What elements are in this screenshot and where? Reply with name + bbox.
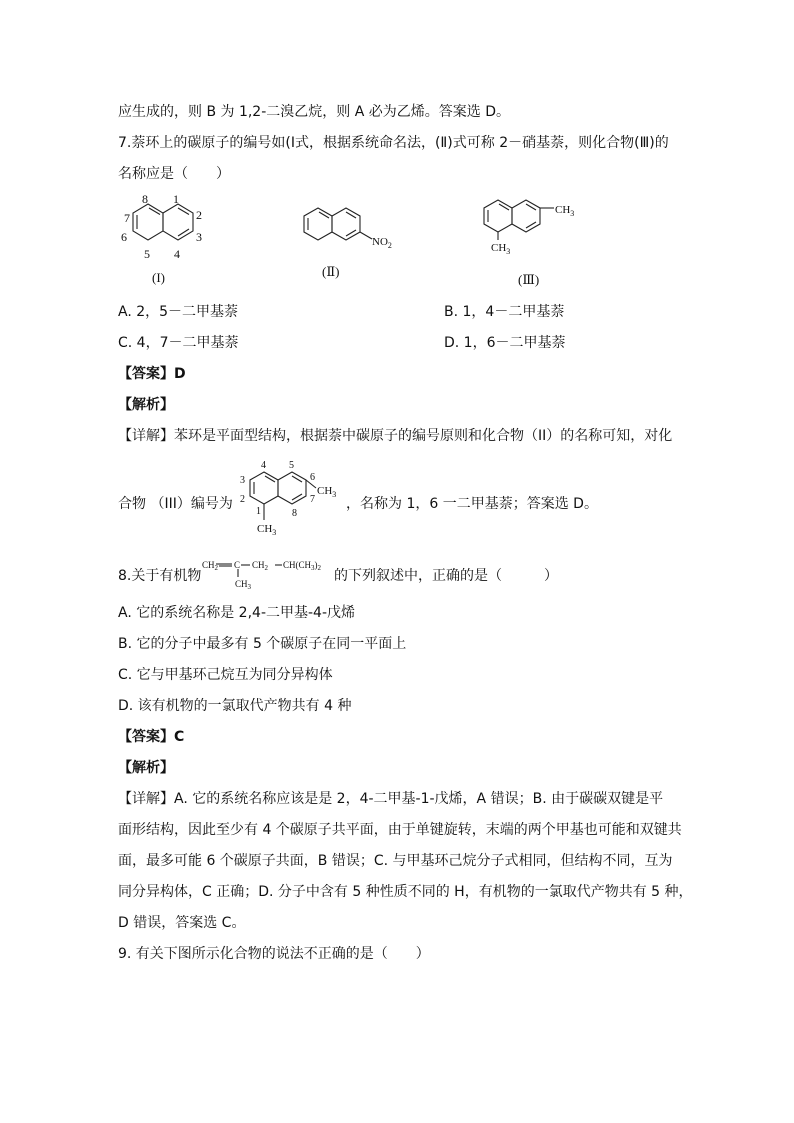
analysis-label: 【解析】 [118,760,174,776]
question-8-pre: 8.关于有机物 [118,568,202,584]
position-number: 4 [174,247,180,261]
position-number: 6 [121,230,127,244]
option-d: D. 该有机物的一氯取代产物共有 4 种 [118,698,352,714]
answer-label: 【答案】C [118,729,185,745]
question-7-stem: 7.萘环上的碳原子的编号如(I式，根据系统命名法，(Ⅱ)式可称 2－硝基萘，则化合物(Ⅲ)的 [118,135,669,151]
option-d: D. 1，6－二甲基萘 [444,335,566,351]
option-b: B. 它的分子中最多有 5 个碳原子在同一平面上 [118,636,407,652]
question-8-post: 的下列叙述中，正确的是（ ） [334,568,558,584]
detail-text: D 错误，答案选 C。 [118,915,246,931]
condensed-formula-structure [202,556,336,596]
position-number: 4 [261,460,266,471]
question-7-stem-cont: 名称应是（ ） [118,166,230,182]
position-number: 7 [124,211,130,225]
numbered-dimethylnaphthalene-structure [236,458,348,542]
dimethylnaphthalene-structure [478,194,588,290]
formula-fragment: $CH_2$ [202,560,219,572]
detail-text: 【详解】A. 它的系统名称应该是是 2，4-二甲基-1-戊烯，A 错误；B. 由于碳碳双键是平 [118,791,664,807]
methyl-label: $CH_3$ [257,523,277,537]
naphthalene-numbering-structure [118,194,228,290]
figure-label: (Ⅲ) [518,272,540,287]
formula-fragment: C [234,560,241,570]
detail-text: 面，最多可能 6 个碳原子共面，B 错误；C. 与甲基环己烷分子式相同，但结构不同，互为 [118,853,673,869]
nitro-group-label: $NO_2$ [372,236,392,250]
methyl-label: $CH_3$ [491,242,511,256]
option-c: C. 它与甲基环己烷互为同分异构体 [118,667,333,683]
option-a: A. 2，5－二甲基萘 [118,304,239,320]
detail-text: 面形结构，因此至少有 4 个碳原子共平面，由于单键旋转，末端的两个甲基也可能和双键共 [118,822,682,838]
detail-text-pre: 合物 （III）编号为 [118,496,233,512]
formula-fragment: $CH_3$ [235,579,252,591]
position-number: 5 [144,247,150,261]
methyl-label: $CH_3$ [317,485,337,499]
detail-text-post: ，名称为 1，6 一二甲基萘；答案选 D。 [346,496,598,512]
figure-label: (Ⅱ) [322,264,340,279]
analysis-label: 【解析】 [118,397,174,413]
methyl-label: $CH_3$ [555,204,575,218]
position-number: 3 [240,475,245,486]
option-a: A. 它的系统名称是 2,4-二甲基-4-戊烯 [118,605,356,621]
position-number: 8 [292,508,297,519]
question-9-stem: 9. 有关下图所示化合物的说法不正确的是（ ） [118,946,430,962]
position-number: 8 [142,192,148,206]
position-number: 6 [310,472,315,483]
position-number: 7 [310,494,315,505]
position-number: 1 [256,506,261,517]
text-line: 应生成的，则 B 为 1,2-二溴乙烷，则 A 必为乙烯。答案选 D。 [118,104,510,120]
option-b: B. 1，4－二甲基萘 [444,304,565,320]
formula-fragment: $CH_2$ [252,560,269,572]
position-number: 1 [173,192,179,206]
position-number: 5 [289,460,294,471]
figure-label: (I) [152,270,165,285]
option-c: C. 4，7－二甲基萘 [118,335,239,351]
answer-label: 【答案】D [118,366,186,382]
formula-fragment: $CH(CH_3)_2$ [283,560,322,572]
detail-text: 【详解】苯环是平面型结构，根据萘中碳原子的编号原则和化合物（II）的名称可知，对化 [118,428,673,444]
position-number: 3 [196,230,202,244]
position-number: 2 [196,208,202,222]
detail-text: 同分异构体，C 正确；D. 分子中含有 5 种性质不同的 H，有机物的一氯取代产物共有 5 种， [118,884,693,900]
nitronaphthalene-structure [298,204,408,284]
position-number: 2 [240,494,245,505]
